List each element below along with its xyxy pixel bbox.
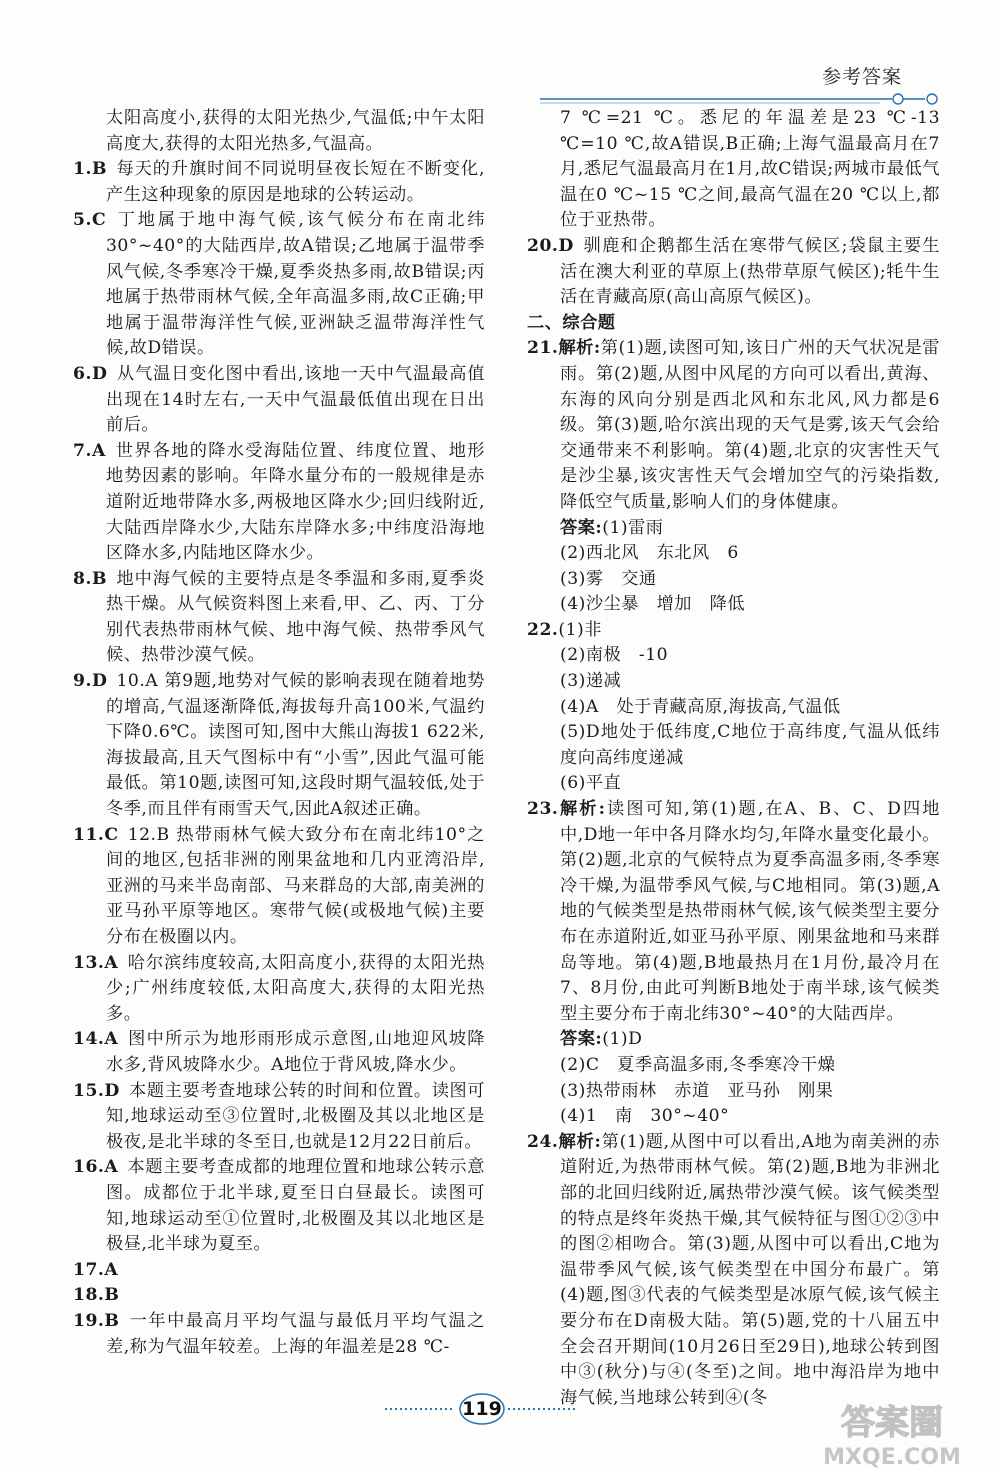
answer-line: (3)雾 交通 [560,568,657,589]
analysis-label: 解析: [558,799,606,820]
left-column [73,106,485,1360]
item-number: 9.D [73,671,108,692]
item-text: 哈尔滨纬度较高,太阳高度小,获得的太阳光热少;广州纬度较低,太阳高度大,获得的太阳光热多。 [106,952,485,1024]
answer-line: (4)沙尘暴 增加 降低 [560,594,746,615]
answer-line: (2)南极 -10 [560,645,669,666]
answer-item [73,669,485,823]
section-title: 二、综合题 [527,312,616,333]
answer-item [73,1258,485,1284]
answer-line: (3)递减 [560,671,622,692]
item-number: 11.C [73,824,119,845]
item-text: 地中海气候的主要特点是冬季温和多雨,夏季炎热干燥。从气候资料图上来看,甲、乙、丙、丁分别代表热带雨林气候、地中海气候、热带季风气候、热带沙漠气候。 [106,568,485,666]
question-22 [527,618,940,644]
item-number: 20.D [527,235,574,256]
answer-line: (5)D地处于低纬度,C地位于高纬度,气温从低纬度向高纬度递减 [560,722,940,768]
answer-line: (2)C 夏季高温多雨,冬季寒冷干燥 [560,1054,836,1075]
answer-item [527,234,940,311]
question-number: 23. [527,799,559,820]
item-number: 1.B [73,159,107,180]
item-text: 世界各地的降水受海陆位置、纬度位置、地形地势因素的影响。年降水量分布的一般规律是赤道附近地带降水多,两极地区降水少;回归线附近,大陆西岸降水少,大陆东岸降水多;中纬度沿海地区降水多,内陆地区降水少。 [106,440,485,564]
item-text: 从气温日变化图中看出,该地一天中气温最高值出现在14时左右,一天中气温最低值出现在日出前后。 [106,363,485,436]
item-number: 6.D [73,363,108,384]
item-text: 本题主要考查成都的地理位置和地球公转示意图。成都位于北半球,夏至日白昼最长。读图可知,地球运动至①位置时,北极圈及其以北地区是极昼,北半球为夏至。 [106,1157,485,1255]
header-title: 参考答案 [821,66,902,88]
question-24 [527,1130,940,1412]
answer-item [73,567,485,669]
continued-text [73,106,485,157]
item-number: 15.D [73,1080,120,1101]
answer-heading [527,1027,940,1053]
item-number: 16.A [73,1157,119,1178]
header-decoration [540,92,945,106]
answer-line: (3)热带雨林 赤道 亚马孙 刚果 [560,1080,834,1101]
item-number: 17.A [73,1259,119,1280]
answer-line: (4)A 处于青藏高原,海拔高,气温低 [560,696,841,717]
question-number: 21. [527,338,559,359]
answer-line: (1)D [602,1029,643,1050]
answer-item [73,823,485,951]
item-text: 7 ℃=21 ℃。悉尼的年温差是23 ℃-13 ℃=10 ℃,故A错误,B正确;上海气温最高月在7月,悉尼气温最高月在1月,故C错误;两城市最低气温在0 ℃~15 ℃之间,最高气温在20 ℃以上,都位于亚热带。 [560,108,940,231]
item-number: 19.B [73,1310,120,1331]
item-number: 18.B [73,1285,120,1306]
question-21 [527,336,940,515]
page-number: 119 [462,1398,502,1420]
item-text: 一年中最高月平均气温与最低月平均气温之差,称为气温年较差。上海的年温差是28 ℃- [106,1310,485,1357]
right-column-items [527,106,940,311]
answer-item [73,439,485,567]
continued-text [527,106,940,234]
answer-line: (1)非 [558,619,602,640]
item-number: 7.A [73,440,106,461]
answer-heading [527,516,940,542]
item-number: 5.C [73,210,107,231]
answer-item [73,157,485,208]
answer-item [73,1283,485,1309]
question-23 [527,797,940,1027]
item-text: 本题主要考查地球公转的时间和位置。读图可知,地球运动至③位置时,北极圈及其以北地区是极夜,是北半球的冬至日,也就是12月22日前后。 [106,1080,485,1152]
right-column [527,106,940,1411]
answer-line: (4)1 南 30°~40° [560,1106,730,1127]
answer-label: 答案: [560,517,603,538]
answer-item [73,362,485,439]
item-text: 图中所示为地形雨形成示意图,山地迎风坡降水多,背风坡降水少。A地位于背风坡,降水少。 [106,1029,485,1075]
answer-item [73,951,485,1028]
item-text: 每天的升旗时间不同说明昼夜长短在不断变化,产生这种现象的原因是地球的公转运动。 [106,159,485,205]
watermark-text-bottom: MXQE.COM [823,1445,961,1470]
question-number: 22. [527,619,559,640]
answer-line: (1)雷雨 [602,517,664,538]
analysis-label: 解析: [558,338,601,359]
answer-item [73,1309,485,1360]
answer-item [73,1027,485,1078]
page-header [0,0,1000,110]
item-number: 8.B [73,568,107,589]
item-text: 10.A 第9题,地势对气候的影响表现在随着地势的增高,气温逐渐降低,海拔每升高100米,气温约下降0.6℃。读图可知,图中大熊山海拔1 622米,海拔最高,且天气图标中有“小雪”,因此气温可能最低。第10题,读图可知,这段时期气温较低,处于冬季,而且伴有雨雪天气,因此A叙述正确。 [106,671,485,820]
answer-label: 答案: [560,1029,603,1050]
item-number: 13.A [73,952,119,973]
answer-item [73,208,485,362]
analysis-text: 第(1)题,从图中可以看出,A地为南美洲的赤道附近,为热带雨林气候。第(2)题,B地为非洲北部的北回归线附近,属热带沙漠气候。该气候类型的特点是终年炎热干燥,其气候特征与图①②③中的图②相吻合。第(3)题,从图中可以看出,C地为温带季风气候,该气候类型在中国分布最广。第(4)题,图③代表的气候类型是冰原气候,该气候主要分布在D南极大陆。第(5)题,党的十八届五中全会召开期间(10月26日至29日),地球公转到图中③(秋分)与④(冬至)之间。地中海沿岸为地中海气候,当地球公转到④(冬 [560,1131,940,1408]
watermark-logo [790,1400,995,1470]
answer-line: (2)西北风 东北风 6 [560,543,739,564]
answer-line: (6)平直 [560,773,622,794]
answer-item [73,1155,485,1257]
question-number: 24. [527,1131,559,1152]
item-text: 丁地属于地中海气候,该气候分布在南北纬30°~40°的大陆西岸,故A错误;乙地属于温带季风气候,冬季寒冷干燥,夏季炎热多雨,故B错误;丙地属于热带雨林气候,全年高温多雨,故C正确;甲地属于温带海洋性气候,亚洲缺乏温带海洋性气候,故D错误。 [106,210,485,359]
analysis-label: 解析: [558,1131,602,1152]
item-text: 太阳高度小,获得的太阳光热少,气温低;中午太阳高度大,获得的太阳光热多,气温高。 [106,108,485,154]
analysis-text: 第(1)题,读图可知,该日广州的天气状况是雷雨。第(2)题,从图中风尾的方向可以看出,黄海、东海的风向分别是西北风和东北风,风力都是6级。第(3)题,哈尔滨出现的天气是雾,该天气会给交通带来不利影响。第(4)题,北京的灾害性天气是沙尘暴,该灾害性天气会增加空气的污染指数,降低空气质量,影响人们的身体健康。 [560,338,940,512]
item-number: 14.A [73,1029,119,1050]
analysis-text: 读图可知,第(1)题,在A、B、C、D四地中,D地一年中各月降水均匀,年降水量变化最小。第(2)题,北京的气候特点为夏季高温多雨,冬季寒冷干燥,为温带季风气候,与C地相同。第(3)题,A地的气候类型是热带雨林气候,该气候类型主要分布在赤道附近,如亚马孙平原、刚果盆地和马来群岛等地。第(4)题,B地最热月在1月份,最冷月在7、8月份,由此可判断B地处于南半球,该气候类型主要分布于南北纬30°~40°的大陆西岸。 [560,799,940,1024]
watermark-text-top: 答案圈 [841,1403,943,1443]
item-text: 12.B 热带雨林气候大致分布在南北纬10°之间的地区,包括非洲的刚果盆地和几内亚湾沿岸,亚洲的马来半岛南部、马来群岛的大部,南美洲的亚马孙平原等地区。寒带气候(或极地气候)主要分布在极圈以内。 [106,824,485,947]
answer-item [73,1079,485,1156]
item-text: 驯鹿和企鹅都生活在寒带气候区;袋鼠主要生活在澳大利亚的草原上(热带草原气候区);牦牛生活在青藏高原(高山高原气候区)。 [560,235,940,308]
